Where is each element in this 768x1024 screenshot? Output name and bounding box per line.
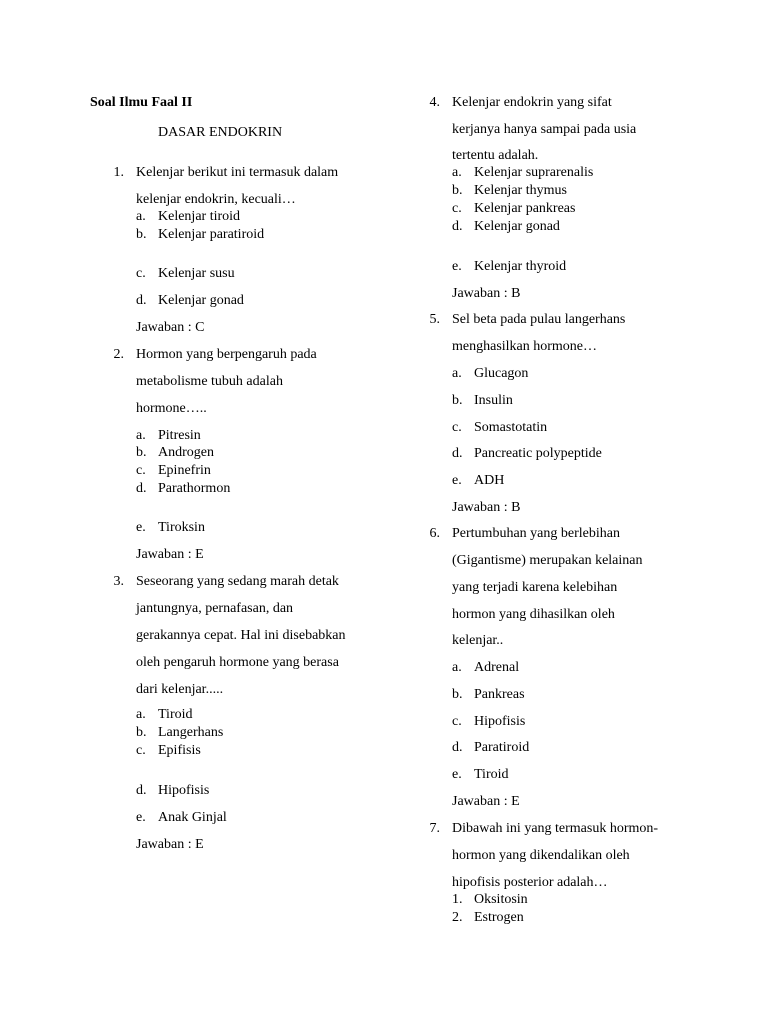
option-letter: b. (452, 687, 463, 702)
question-text-line: hormone….. (136, 401, 207, 416)
option-text: Pancreatic polypeptide (474, 446, 602, 461)
option-letter: e. (452, 767, 462, 782)
option-text: Glucagon (474, 366, 529, 381)
question-text-line: kelenjar.. (452, 633, 504, 648)
option-text: Kelenjar gonad (474, 219, 560, 234)
option-text: Epinefrin (158, 463, 211, 478)
option-text: Hipofisis (158, 783, 210, 798)
answer-key: Jawaban : B (452, 500, 521, 515)
option-letter: d. (136, 783, 147, 798)
option-letter: b. (452, 183, 463, 198)
option-letter: b. (136, 227, 147, 242)
option-text: Pitresin (158, 428, 201, 443)
question-text-line: Dibawah ini yang termasuk hormon- (452, 821, 659, 836)
option-text: Oksitosin (474, 892, 528, 907)
option-letter: a. (136, 707, 146, 722)
question-text-line: Hormon yang berpengaruh pada (136, 347, 317, 362)
option-text: Kelenjar thyroid (474, 259, 567, 274)
answer-key: Jawaban : B (452, 286, 521, 301)
question-text-line: (Gigantisme) merupakan kelainan (452, 553, 643, 568)
option-text: Tiroid (158, 707, 193, 722)
question-number: 6. (429, 526, 440, 541)
question-text-line: jantungnya, pernafasan, dan (136, 601, 294, 616)
option-letter: a. (452, 366, 462, 381)
option-letter: c. (136, 266, 146, 281)
question-text-line: Kelenjar endokrin yang sifat (452, 95, 612, 110)
option-letter: b. (452, 393, 463, 408)
question-number: 2. (113, 347, 124, 362)
option-text: ADH (474, 473, 505, 488)
question-text-line: Sel beta pada pulau langerhans (452, 312, 626, 327)
question-text-line: hormon yang dikendalikan oleh (452, 848, 630, 863)
question-text-line: dari kelenjar..... (136, 682, 224, 697)
question-number: 5. (429, 312, 440, 327)
question-number: 1. (113, 165, 124, 180)
option-letter: b. (136, 445, 147, 460)
option-text: Insulin (474, 393, 513, 408)
document-topic-title: DASAR ENDOKRIN (158, 125, 283, 140)
question-number: 4. (429, 95, 440, 110)
option-letter: a. (136, 209, 146, 224)
option-letter: e. (136, 810, 146, 825)
option-text: Anak Ginjal (158, 810, 227, 825)
option-letter: b. (136, 725, 147, 740)
option-text: Kelenjar suprarenalis (474, 165, 594, 180)
option-letter: c. (452, 201, 462, 216)
option-letter: d. (452, 219, 463, 234)
question-number: 3. (113, 574, 124, 589)
answer-key: Jawaban : E (136, 547, 204, 562)
option-letter: a. (452, 165, 462, 180)
answer-key: Jawaban : E (452, 794, 520, 809)
option-text: Parathormon (158, 481, 231, 496)
question-text-line: Kelenjar berikut ini termasuk dalam (136, 165, 339, 180)
answer-key: Jawaban : E (136, 837, 204, 852)
question-text-line: menghasilkan hormone… (452, 339, 598, 354)
question-text-line: hipofisis posterior adalah… (452, 875, 608, 890)
option-text: Kelenjar gonad (158, 293, 244, 308)
document-course-title: Soal Ilmu Faal II (90, 95, 193, 110)
option-text: Adrenal (474, 660, 520, 675)
option-letter: e. (452, 473, 462, 488)
option-letter: 2. (452, 910, 463, 925)
option-text: Estrogen (474, 910, 524, 925)
option-letter: e. (452, 259, 462, 274)
option-letter: e. (136, 520, 146, 535)
option-text: Hipofisis (474, 714, 526, 729)
option-text: Kelenjar tiroid (158, 209, 241, 224)
question-number: 7. (429, 821, 440, 836)
option-letter: d. (452, 740, 463, 755)
question-text-line: metabolisme tubuh adalah (136, 374, 283, 389)
option-letter: d. (136, 293, 147, 308)
question-text-line: hormon yang dihasilkan oleh (452, 607, 615, 622)
option-text: Kelenjar thymus (474, 183, 567, 198)
option-text: Paratiroid (474, 740, 530, 755)
question-text-line: Pertumbuhan yang berlebihan (452, 526, 620, 541)
option-letter: a. (136, 428, 146, 443)
question-text-line: kerjanya hanya sampai pada usia (452, 122, 637, 137)
question-text-line: tertentu adalah. (452, 148, 539, 163)
option-text: Langerhans (158, 725, 224, 740)
option-letter: c. (136, 743, 146, 758)
option-text: Kelenjar pankreas (474, 201, 576, 216)
option-text: Somastotatin (474, 420, 548, 435)
option-text: Tiroid (474, 767, 509, 782)
option-text: Pankreas (474, 687, 525, 702)
option-text: Kelenjar paratiroid (158, 227, 265, 242)
option-letter: d. (136, 481, 147, 496)
option-letter: d. (452, 446, 463, 461)
answer-key: Jawaban : C (136, 320, 205, 335)
question-text-line: kelenjar endokrin, kecuali… (136, 192, 296, 207)
option-letter: c. (136, 463, 146, 478)
question-text-line: yang terjadi karena kelebihan (452, 580, 618, 595)
option-letter: a. (452, 660, 462, 675)
option-text: Tiroksin (158, 520, 205, 535)
option-letter: c. (452, 420, 462, 435)
option-text: Epifisis (158, 743, 201, 758)
option-letter: c. (452, 714, 462, 729)
question-text-line: gerakannya cepat. Hal ini disebabkan (136, 628, 346, 643)
option-letter: 1. (452, 892, 463, 907)
option-text: Androgen (158, 445, 214, 460)
question-text-line: Seseorang yang sedang marah detak (136, 574, 339, 589)
option-text: Kelenjar susu (158, 266, 235, 281)
question-text-line: oleh pengaruh hormone yang berasa (136, 655, 339, 670)
